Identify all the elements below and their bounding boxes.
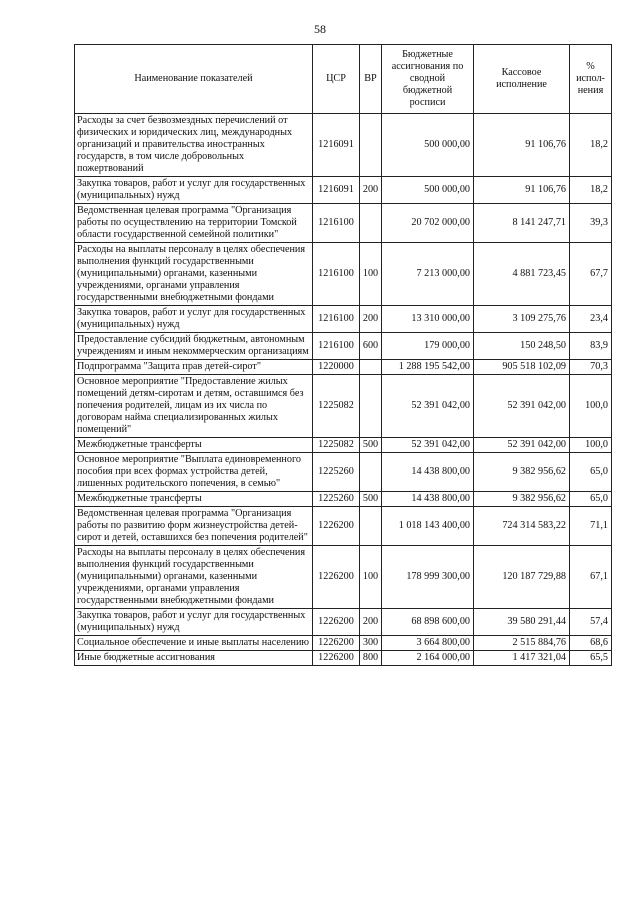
cell-budget: 3 664 800,00 [382, 636, 474, 651]
header-cash: Кассовое исполнение [474, 45, 570, 114]
cell-pct: 65,5 [570, 651, 612, 666]
cell-budget: 52 391 042,00 [382, 375, 474, 438]
cell-budget: 179 000,00 [382, 333, 474, 360]
table-row [75, 636, 612, 651]
cell-vr [360, 507, 382, 546]
cell-budget: 1 288 195 542,00 [382, 360, 474, 375]
cell-pct: 65,0 [570, 453, 612, 492]
cell-vr: 500 [360, 438, 382, 453]
table-row [75, 507, 612, 546]
table-row [75, 546, 612, 609]
cell-budget: 178 999 300,00 [382, 546, 474, 609]
cell-pct: 83,9 [570, 333, 612, 360]
cell-pct: 100,0 [570, 438, 612, 453]
cell-cash: 52 391 042,00 [474, 438, 570, 453]
cell-csr: 1225260 [313, 492, 360, 507]
cell-name: Межбюджетные трансферты [75, 438, 313, 453]
cell-pct: 18,2 [570, 177, 612, 204]
cell-csr: 1226200 [313, 507, 360, 546]
cell-cash: 724 314 583,22 [474, 507, 570, 546]
cell-vr [360, 114, 382, 177]
cell-name: Расходы на выплаты персоналу в целях обеспечения выполнения функций государственными (муниципальными) органами, казенными учреждениями, органами управления государственными внебюджетными фондами [75, 243, 313, 306]
cell-vr: 200 [360, 177, 382, 204]
cell-csr: 1216091 [313, 114, 360, 177]
cell-budget: 7 213 000,00 [382, 243, 474, 306]
cell-vr [360, 204, 382, 243]
cell-budget: 1 018 143 400,00 [382, 507, 474, 546]
cell-cash: 9 382 956,62 [474, 492, 570, 507]
table-row [75, 360, 612, 375]
cell-name: Ведомственная целевая программа "Организация работы по осуществлению на территории Томской области государственной семейной политики" [75, 204, 313, 243]
cell-cash: 120 187 729,88 [474, 546, 570, 609]
cell-name: Основное мероприятие "Выплата единовременного пособия при всех формах устройства детей, лишенных родительского попечения, в семью" [75, 453, 313, 492]
cell-pct: 100,0 [570, 375, 612, 438]
cell-csr: 1216100 [313, 306, 360, 333]
table-row [75, 243, 612, 306]
cell-pct: 57,4 [570, 609, 612, 636]
cell-csr: 1216100 [313, 204, 360, 243]
cell-pct: 23,4 [570, 306, 612, 333]
cell-vr: 100 [360, 243, 382, 306]
cell-budget: 14 438 800,00 [382, 492, 474, 507]
cell-csr: 1216100 [313, 333, 360, 360]
cell-name: Закупка товаров, работ и услуг для государственных (муниципальных) нужд [75, 306, 313, 333]
cell-cash: 150 248,50 [474, 333, 570, 360]
cell-cash: 9 382 956,62 [474, 453, 570, 492]
table-row [75, 651, 612, 666]
cell-budget: 500 000,00 [382, 114, 474, 177]
table-row [75, 333, 612, 360]
cell-vr [360, 360, 382, 375]
cell-pct: 65,0 [570, 492, 612, 507]
cell-cash: 91 106,76 [474, 114, 570, 177]
cell-name: Закупка товаров, работ и услуг для государственных (муниципальных) нужд [75, 609, 313, 636]
table-row [75, 453, 612, 492]
table-row [75, 438, 612, 453]
cell-vr: 100 [360, 546, 382, 609]
cell-name: Подпрограмма "Защита прав детей-сирот" [75, 360, 313, 375]
header-pct: % испол-нения [570, 45, 612, 114]
page-number: 58 [314, 22, 326, 36]
cell-cash: 2 515 884,76 [474, 636, 570, 651]
cell-budget: 13 310 000,00 [382, 306, 474, 333]
cell-name: Закупка товаров, работ и услуг для государственных (муниципальных) нужд [75, 177, 313, 204]
cell-name: Социальное обеспечение и иные выплаты населению [75, 636, 313, 651]
table-row [75, 492, 612, 507]
cell-cash: 4 881 723,45 [474, 243, 570, 306]
cell-budget: 500 000,00 [382, 177, 474, 204]
table-row [75, 609, 612, 636]
cell-pct: 18,2 [570, 114, 612, 177]
cell-cash: 3 109 275,76 [474, 306, 570, 333]
table-header-row [75, 45, 612, 114]
cell-csr: 1225260 [313, 453, 360, 492]
cell-pct: 70,3 [570, 360, 612, 375]
cell-name: Предоставление субсидий бюджетным, автономным учреждениям и иным некоммерческим организациям [75, 333, 313, 360]
table-row [75, 204, 612, 243]
cell-vr: 200 [360, 609, 382, 636]
cell-name: Расходы на выплаты персоналу в целях обеспечения выполнения функций государственными (муниципальными) органами, казенными учреждениями, органами управления государственными внебюджетными фондами [75, 546, 313, 609]
cell-cash: 39 580 291,44 [474, 609, 570, 636]
cell-vr: 300 [360, 636, 382, 651]
cell-budget: 2 164 000,00 [382, 651, 474, 666]
cell-cash: 52 391 042,00 [474, 375, 570, 438]
cell-cash: 91 106,76 [474, 177, 570, 204]
cell-csr: 1225082 [313, 438, 360, 453]
cell-budget: 52 391 042,00 [382, 438, 474, 453]
cell-cash: 905 518 102,09 [474, 360, 570, 375]
cell-csr: 1216091 [313, 177, 360, 204]
cell-vr: 800 [360, 651, 382, 666]
cell-csr: 1226200 [313, 546, 360, 609]
header-budget: Бюджетные ассигнования по сводной бюджетной росписи [382, 45, 474, 114]
cell-pct: 68,6 [570, 636, 612, 651]
cell-pct: 39,3 [570, 204, 612, 243]
cell-budget: 68 898 600,00 [382, 609, 474, 636]
cell-vr [360, 453, 382, 492]
cell-cash: 1 417 321,04 [474, 651, 570, 666]
header-vr: ВР [360, 45, 382, 114]
cell-cash: 8 141 247,71 [474, 204, 570, 243]
cell-pct: 71,1 [570, 507, 612, 546]
budget-table [74, 44, 612, 666]
cell-name: Основное мероприятие "Предоставление жилых помещений детям-сиротам и детям, оставшимся без попечения родителей, лицам из их числа по договорам найма специализированных жилых помещений" [75, 375, 313, 438]
table-row [75, 177, 612, 204]
cell-name: Иные бюджетные ассигнования [75, 651, 313, 666]
cell-csr: 1226200 [313, 609, 360, 636]
cell-vr: 500 [360, 492, 382, 507]
cell-pct: 67,1 [570, 546, 612, 609]
cell-pct: 67,7 [570, 243, 612, 306]
cell-csr: 1225082 [313, 375, 360, 438]
table-body [75, 114, 612, 666]
cell-csr: 1220000 [313, 360, 360, 375]
cell-vr: 200 [360, 306, 382, 333]
cell-vr: 600 [360, 333, 382, 360]
header-name: Наименование показателей [75, 45, 313, 114]
cell-name: Ведомственная целевая программа "Организация работы по развитию форм жизнеустройства детей-сирот и детей, оставшихся без попечения родителей" [75, 507, 313, 546]
table-row [75, 375, 612, 438]
cell-name: Межбюджетные трансферты [75, 492, 313, 507]
cell-csr: 1226200 [313, 636, 360, 651]
table-row [75, 306, 612, 333]
header-csr: ЦСР [313, 45, 360, 114]
cell-csr: 1226200 [313, 651, 360, 666]
cell-vr [360, 375, 382, 438]
cell-csr: 1216100 [313, 243, 360, 306]
cell-name: Расходы за счет безвозмездных перечислений от физических и юридических лиц, международных организаций и правительства иностранных государств, в том числе добровольных пожертвований [75, 114, 313, 177]
table-row [75, 114, 612, 177]
cell-budget: 14 438 800,00 [382, 453, 474, 492]
cell-budget: 20 702 000,00 [382, 204, 474, 243]
